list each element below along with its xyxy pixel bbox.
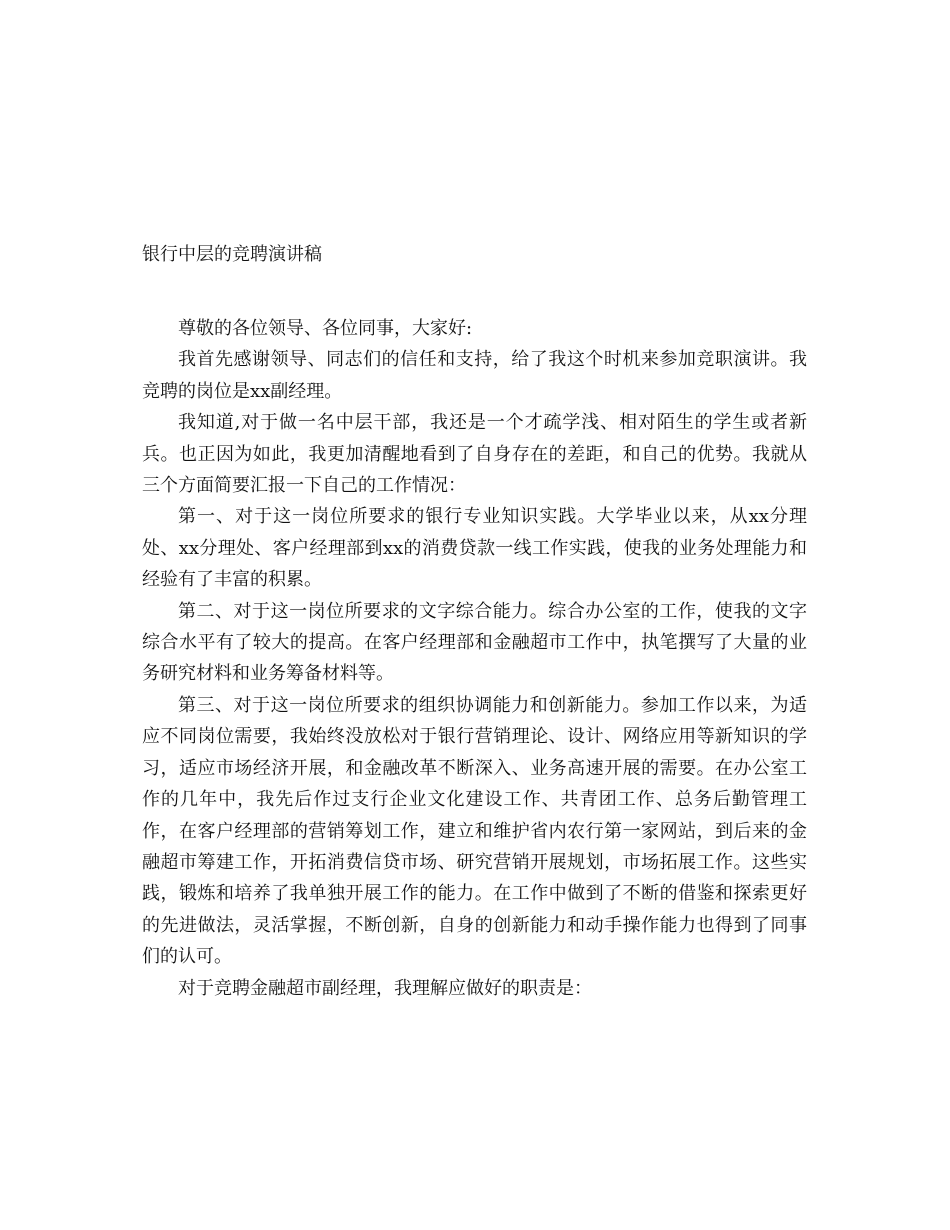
paragraph-greeting: 尊敬的各位领导、各位同事，大家好: xyxy=(178,318,473,339)
paragraph-thanks: 我首先感谢领导、同志们的信任和支持，给了我这个时机来参加竞职演讲。我竞聘的岗位是xx副经理。 xyxy=(142,349,807,402)
paragraph-duties-intro: 对于竞聘金融超市副经理，我理解应做好的职责是： xyxy=(178,977,592,999)
paragraph-point-three: 第三、对于这一岗位所要求的组织协调能力和创新能力。参加工作以来，为适应不同岗位需要，我始终没放松对于银行营销理论、设计、网络应用等新知识的学习，适应市场经济开展，和金融改革不断深入、业务高速开展的需要。在办公室工作的几年中，我先后作过支行企业文化建设工作、共青团工作、总务后勤管理工作，在客户经理部的营销筹划工作，建立和维护省内农行第一家网站，到后来的金融超市筹建工作，开拓消费信贷市场、研究营销开展规划，市场拓展工作。这些实践，锻炼和培养了我单独开展工作的能力。在工作中做到了不断的借鉴和探索更好的先进做法，灵活掌握，不断创新，自身的创新能力和动手操作能力也得到了同事们的认可。 xyxy=(142,694,807,968)
document-body xyxy=(142,313,807,1004)
paragraph-point-two: 第二、对于这一岗位所要求的文字综合能力。综合办公室的工作，使我的文字综合水平有了较大的提高。在客户经理部和金融超市工作中，执笔撰写了大量的业务研究材料和业务筹备材料等。 xyxy=(142,600,807,685)
paragraph-self-assessment: 我知道,对于做一名中层干部，我还是一个才疏学浅、相对陌生的学生或者新兵。也正因为如此，我更加清醒地看到了自身存在的差距，和自己的优势。我就从三个方面简要汇报一下自己的工作情况： xyxy=(142,412,807,497)
document-title: 银行中层的竞聘演讲稿 xyxy=(142,244,322,265)
paragraph-point-one: 第一、对于这一岗位所要求的银行专业知识实践。大学毕业以来，从xx分理处、xx分理处、客户经理部到xx的消费贷款一线工作实践，使我的业务处理能力和经验有了丰富的积累。 xyxy=(142,506,807,591)
